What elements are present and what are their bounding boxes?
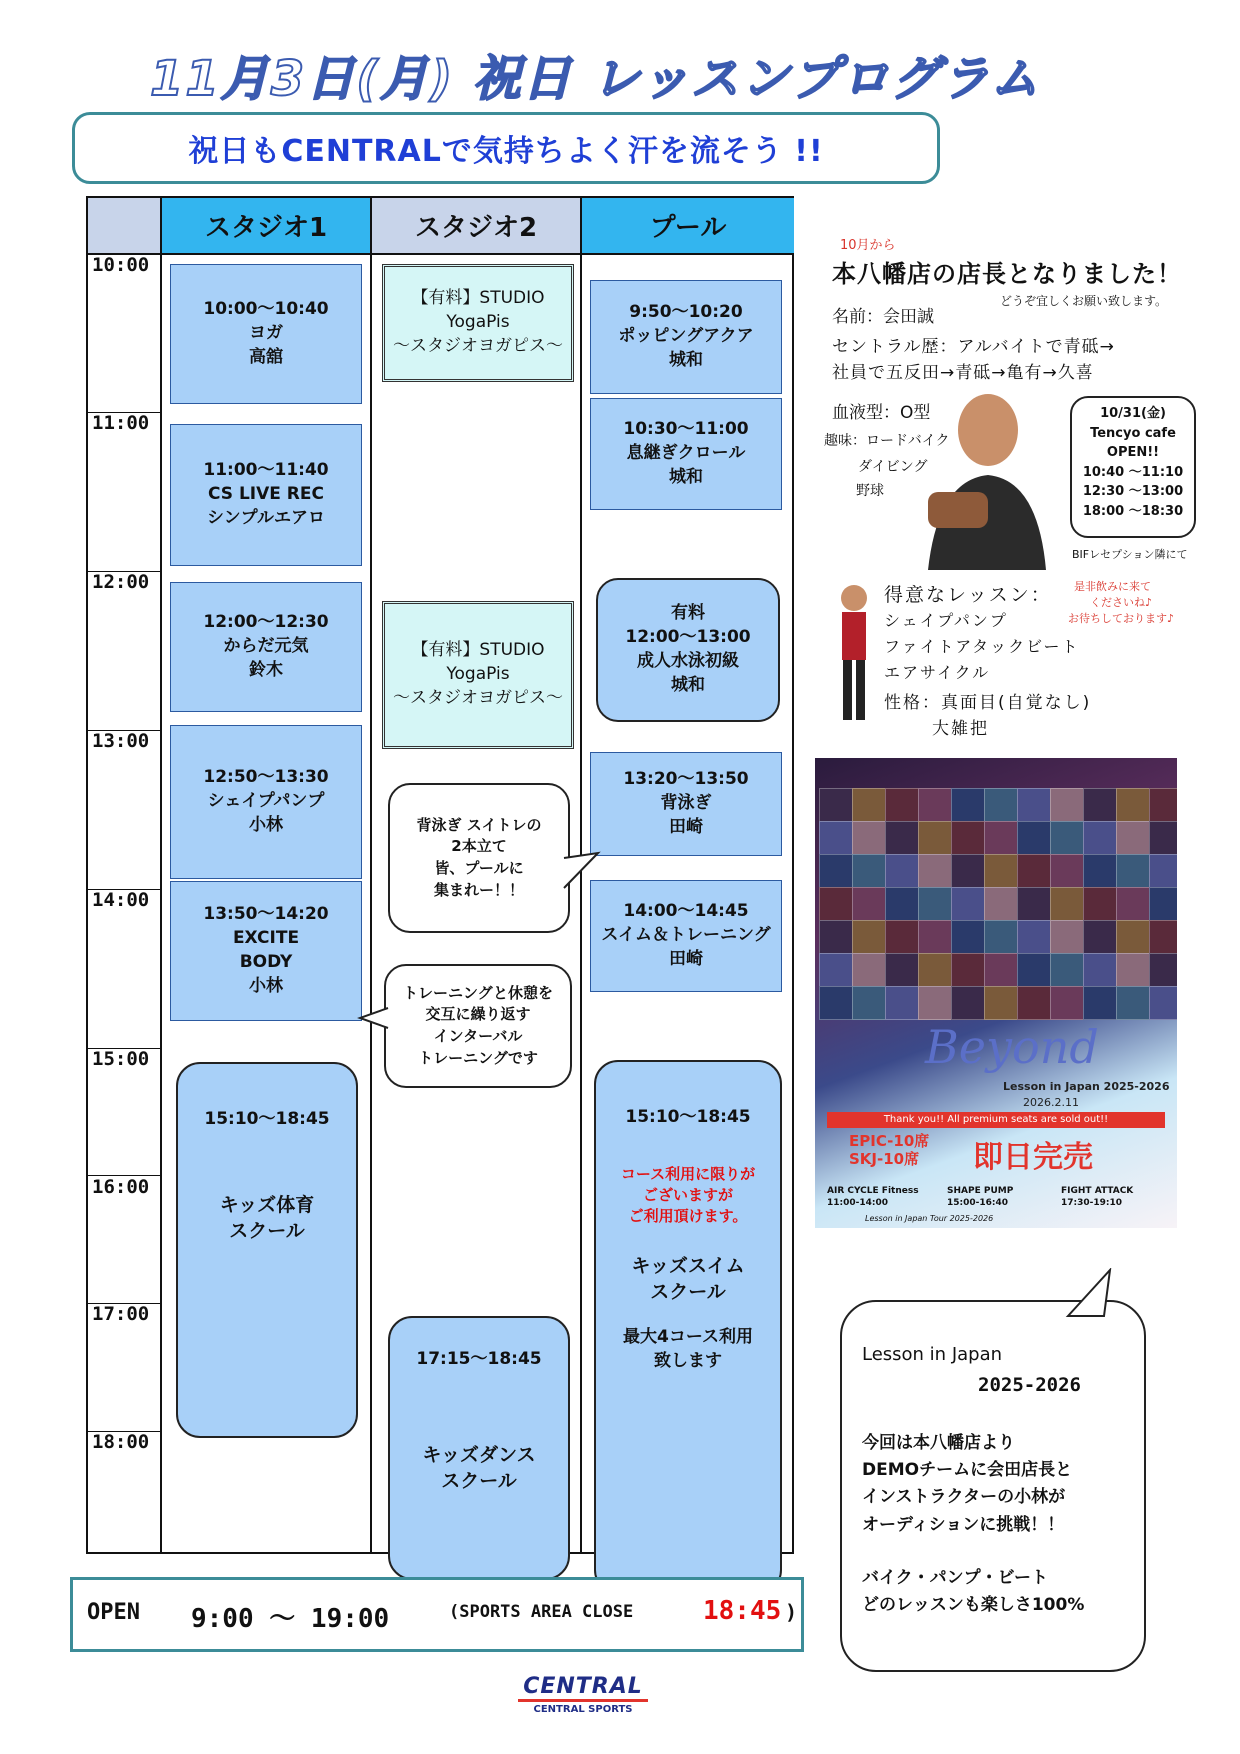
close-time: 18:45 xyxy=(703,1596,782,1626)
poster-tile xyxy=(951,788,985,822)
poster-tile xyxy=(1083,986,1117,1020)
poster-tile xyxy=(1149,953,1177,987)
lesson-name: CS LIVE REC xyxy=(208,484,324,505)
time-label: 13:00 xyxy=(92,730,150,752)
poster-tile xyxy=(1050,986,1084,1020)
close-suffix: ) xyxy=(785,1600,798,1624)
poster-epic: EPIC-10席 xyxy=(849,1132,930,1150)
poster-tile xyxy=(1116,887,1150,921)
poster-tile xyxy=(951,854,985,888)
manager-photo xyxy=(908,380,1048,570)
poster-tile xyxy=(1017,986,1051,1020)
slogan-banner xyxy=(72,112,940,184)
bubble-text: 交互に繰り返す xyxy=(425,1005,531,1024)
lesson-tag: 【有料】STUDIO xyxy=(411,288,545,309)
poster-tile xyxy=(819,920,853,954)
lesson-instructor: 小林 xyxy=(249,814,283,835)
lesson-time: 12:00～13:00 xyxy=(625,627,751,648)
poster-tile xyxy=(1116,788,1150,822)
lesson-name: ポッピングアクア xyxy=(618,326,754,347)
manager-headline: 本八幡店の店長となりました！ xyxy=(832,260,1182,288)
poster-tile xyxy=(1116,854,1150,888)
lesson-subtitle: スクール xyxy=(441,1470,517,1493)
poster-class: AIR CYCLE Fitness xyxy=(827,1186,919,1196)
poster-class-time: 15:00-16:40 xyxy=(947,1198,1009,1208)
cafe-time: 12:30 ～13:00 xyxy=(1082,484,1184,499)
header-studio1: スタジオ1 xyxy=(162,198,370,255)
spacer xyxy=(862,1539,1084,1565)
poster-tile xyxy=(1083,920,1117,954)
lesson-card[interactable] xyxy=(170,582,362,712)
open-hours: 9:00 ～ 19:00 xyxy=(191,1604,390,1634)
lesson-name: キッズ体育 xyxy=(219,1193,315,1216)
schedule-grid xyxy=(86,196,794,1554)
lesson-instructor: 田崎 xyxy=(669,948,703,969)
poster-tile xyxy=(1116,953,1150,987)
lesson-subtitle: BODY xyxy=(239,952,293,972)
lesson-card[interactable] xyxy=(388,1316,570,1580)
poster-tile xyxy=(951,953,985,987)
header-corner xyxy=(88,198,162,255)
manager-history: セントラル歴：アルバイトで青砥→ xyxy=(832,337,1115,357)
lesson-card[interactable] xyxy=(170,881,362,1021)
personality: 大雑把 xyxy=(932,719,989,739)
lij-body xyxy=(862,1430,1084,1619)
poster-class-time: 17:30-19:10 xyxy=(1061,1198,1123,1208)
lesson-card[interactable] xyxy=(170,424,362,566)
lesson-time: 10:30～11:00 xyxy=(623,419,749,440)
poster-tile xyxy=(918,887,952,921)
poster-tile xyxy=(819,854,853,888)
manager-greeting: どうぞ宜しくお願い致します。 xyxy=(1000,294,1168,308)
lesson-subtitle: スクール xyxy=(650,1281,726,1304)
poster-soldout: 即日完売 xyxy=(973,1140,1093,1175)
lesson-time: 13:20～13:50 xyxy=(623,769,749,790)
lesson-time: 15:10～18:45 xyxy=(625,1107,751,1127)
speech-bubble xyxy=(384,964,572,1088)
time-label: 15:00 xyxy=(92,1048,150,1070)
lesson-name: キッズダンス xyxy=(422,1443,536,1466)
bubble-text: 2本立て xyxy=(451,837,507,856)
speech-bubble xyxy=(388,783,570,933)
instructor-illustration xyxy=(826,576,882,726)
cafe-place: BIFレセプション隣にて xyxy=(1072,548,1188,561)
lesson-specialty: シェイプパンプ xyxy=(884,611,1008,630)
instructor-photo xyxy=(826,576,882,726)
lesson-time: 17:15～18:45 xyxy=(416,1349,542,1369)
logo-sub: CENTRAL SPORTS xyxy=(533,1704,633,1715)
time-label: 10:00 xyxy=(92,254,150,276)
poster-tile xyxy=(918,821,952,855)
slogan-text: 祝日もCENTRALで気持ちよく汗を流そう !! xyxy=(188,134,824,169)
poster-tile xyxy=(1149,821,1177,855)
poster-date: 2026.2.11 xyxy=(1023,1096,1079,1109)
lesson-note: ございますが xyxy=(642,1185,733,1204)
poster-tile xyxy=(1149,920,1177,954)
poster-tile xyxy=(1083,821,1117,855)
lesson-card[interactable] xyxy=(382,264,574,382)
poster-tile xyxy=(984,788,1018,822)
poster-tile xyxy=(984,821,1018,855)
lesson-name: YogaPis xyxy=(446,664,510,685)
poster-tile xyxy=(951,887,985,921)
lesson-specialty: エアサイクル xyxy=(884,663,991,682)
poster-tile xyxy=(1050,854,1084,888)
divider xyxy=(370,198,372,1552)
manager-since: 10月から xyxy=(840,238,896,253)
lij-line: バイク・パンプ・ビート xyxy=(862,1567,1048,1588)
poster-tile xyxy=(885,854,919,888)
lesson-time: 15:10～18:45 xyxy=(204,1109,330,1129)
poster-tile xyxy=(1149,887,1177,921)
lij-line: オーディションに挑戦！！ xyxy=(862,1514,1065,1535)
poster-tile xyxy=(819,821,853,855)
lij-years: 2025-2026 xyxy=(978,1374,1081,1396)
lesson-specialty: ファイトアタックビート xyxy=(884,637,1080,656)
poster-tile xyxy=(1116,986,1150,1020)
poster-tile xyxy=(984,854,1018,888)
manager-hobby: 野球 xyxy=(856,483,884,499)
manager-name: 名前：会田誠 xyxy=(832,307,934,327)
divider xyxy=(160,198,162,1552)
lij-line: どのレッスンも楽しさ100% xyxy=(862,1594,1085,1615)
poster-tile xyxy=(1083,788,1117,822)
poster-tile xyxy=(852,920,886,954)
time-label: 12:00 xyxy=(92,571,150,593)
lesson-card[interactable] xyxy=(170,725,362,879)
invite-text: 是非飲みに来て xyxy=(1074,580,1151,593)
bubble-text: インターバル xyxy=(433,1027,523,1045)
poster-tile xyxy=(984,953,1018,987)
personality: 性格：真面目(自覚なし) xyxy=(884,693,1092,713)
lesson-name: シェイプパンプ xyxy=(207,791,325,812)
lesson-card[interactable] xyxy=(590,752,782,856)
manager-photo-illustration xyxy=(908,380,1048,570)
lesson-card[interactable] xyxy=(176,1062,358,1438)
lesson-instructor: 田崎 xyxy=(669,816,703,837)
bubble-text: トレーニングと休憩を xyxy=(402,983,553,1002)
lesson-time: 10:00～10:40 xyxy=(203,299,329,320)
poster-tile xyxy=(1116,821,1150,855)
lesson-name: EXCITE xyxy=(232,928,300,949)
header-studio2: スタジオ2 xyxy=(372,198,580,255)
lesson-note: 最大4コース利用 xyxy=(623,1326,753,1347)
poster-class-time: 11:00-14:00 xyxy=(827,1198,889,1208)
poster-subtitle: Lesson in Japan 2025-2026 xyxy=(1003,1080,1170,1093)
open-label: OPEN xyxy=(87,1600,140,1625)
poster-tile xyxy=(1017,920,1051,954)
poster-class: FIGHT ATTACK xyxy=(1061,1186,1134,1196)
manager-hobby: 趣味：ロードバイク xyxy=(824,433,950,449)
lesson-instructor: 高舘 xyxy=(249,346,283,367)
poster-tile xyxy=(1083,887,1117,921)
lesson-instructor: 鈴木 xyxy=(249,659,283,680)
poster-footer: Lesson in Japan Tour 2025-2026 xyxy=(865,1214,994,1223)
bubble-text: 皆、プールに xyxy=(434,859,524,877)
cafe-bubble xyxy=(1070,396,1196,538)
lesson-name: 息継ぎクロール xyxy=(626,443,746,464)
lesson-name: 成人水泳初級 xyxy=(637,651,739,671)
manager-blood: 血液型：O型 xyxy=(832,403,931,423)
page-title: 11月3日(月) 祝日 レッスンプログラム xyxy=(150,51,1041,107)
lesson-name: スイム＆トレーニング xyxy=(601,925,771,946)
poster-tile xyxy=(885,986,919,1020)
time-label: 17:00 xyxy=(92,1303,150,1325)
poster-tile xyxy=(1083,953,1117,987)
lesson-tag: 【有料】STUDIO xyxy=(411,640,545,661)
poster-tile xyxy=(885,788,919,822)
lesson-time: 14:00～14:45 xyxy=(623,901,749,922)
time-label: 14:00 xyxy=(92,889,150,911)
lesson-card[interactable] xyxy=(590,880,782,992)
invite-text: お待ちしております♪ xyxy=(1068,612,1175,625)
header-pool: プール xyxy=(582,198,794,255)
poster-tile xyxy=(852,854,886,888)
cafe-time: 18:00 ～18:30 xyxy=(1082,503,1184,519)
invite-text: くださいね♪ xyxy=(1090,596,1153,609)
bubble-text: トレーニングです xyxy=(418,1048,538,1067)
poster-tile xyxy=(918,920,952,954)
lesson-time: 12:00～12:30 xyxy=(203,612,329,633)
beyond-poster xyxy=(815,758,1177,1228)
cafe-name: Tencyo cafe xyxy=(1090,425,1176,441)
poster-tile xyxy=(819,788,853,822)
poster-soldout-banner: Thank you!! All premium seats are sold out!! xyxy=(827,1112,1165,1128)
poster-tile xyxy=(1017,953,1051,987)
poster-tile xyxy=(984,986,1018,1020)
cafe-open: OPEN!! xyxy=(1106,445,1160,460)
poster-tile xyxy=(1017,788,1051,822)
close-prefix: (SPORTS AREA CLOSE xyxy=(449,1602,634,1622)
poster-tile xyxy=(819,953,853,987)
poster-tile xyxy=(951,821,985,855)
poster-tile xyxy=(1050,953,1084,987)
time-label: 16:00 xyxy=(92,1176,150,1198)
poster-tile xyxy=(918,788,952,822)
lesson-time: 13:50～14:20 xyxy=(203,904,329,925)
time-label: 11:00 xyxy=(92,412,150,434)
poster-tile xyxy=(852,887,886,921)
bubble-tail xyxy=(1060,1268,1140,1318)
poster-tile xyxy=(885,821,919,855)
poster-tile xyxy=(1149,854,1177,888)
poster-class: SHAPE PUMP xyxy=(947,1186,1014,1196)
poster-tile xyxy=(918,986,952,1020)
manager-history: 社員で五反田→青砥→亀有→久喜 xyxy=(832,363,1094,383)
lesson-card[interactable] xyxy=(382,601,574,749)
poster-tile xyxy=(951,986,985,1020)
central-logo xyxy=(518,1674,648,1720)
time-label: 18:00 xyxy=(92,1431,150,1453)
poster-tile xyxy=(1149,986,1177,1020)
lesson-subtitle: ～スタジオヨガピス～ xyxy=(393,687,563,708)
lessons-title: 得意なレッスン： xyxy=(884,584,1052,606)
lij-line: 今回は本八幡店より xyxy=(862,1433,1015,1453)
bubble-text: 背泳ぎ スイトレの xyxy=(416,815,542,834)
poster-tile xyxy=(1050,788,1084,822)
lesson-instructor: 城和 xyxy=(669,466,703,487)
poster-skj: SKJ-10席 xyxy=(849,1150,920,1168)
lesson-note: コース利用に限りが xyxy=(620,1164,756,1183)
lesson-tag: 有料 xyxy=(671,603,705,624)
lij-line: インストラクターの小林が xyxy=(862,1487,1066,1508)
poster-tile xyxy=(1116,920,1150,954)
lesson-card[interactable] xyxy=(594,1060,782,1594)
poster-tile xyxy=(852,953,886,987)
lesson-subtitle: スクール xyxy=(229,1220,305,1243)
lesson-note: 致します xyxy=(654,1350,722,1371)
lesson-instructor: 城和 xyxy=(669,349,703,370)
open-hours-bar xyxy=(70,1577,804,1652)
manager-hobby: ダイビング xyxy=(858,459,928,475)
poster-tile xyxy=(1050,821,1084,855)
lesson-time: 11:00～11:40 xyxy=(203,460,329,481)
lesson-card[interactable] xyxy=(590,398,782,510)
lesson-subtitle: ～スタジオヨガピス～ xyxy=(393,335,563,356)
poster-tile xyxy=(819,887,853,921)
lij-line: DEMOチームに会田店長と xyxy=(862,1460,1073,1481)
divider xyxy=(580,198,582,1552)
lij-title: Lesson in Japan xyxy=(862,1344,1003,1365)
lesson-time: 12:50～13:30 xyxy=(203,767,329,788)
poster-tile xyxy=(984,920,1018,954)
lesson-instructor: 城和 xyxy=(671,674,705,695)
bubble-text: 集まれー！！ xyxy=(433,880,524,899)
poster-tile xyxy=(951,920,985,954)
lesson-name: YogaPis xyxy=(446,312,510,333)
poster-tile xyxy=(1017,854,1051,888)
lesson-name: からだ元気 xyxy=(223,636,309,657)
poster-tile xyxy=(918,854,952,888)
poster-tile xyxy=(1017,887,1051,921)
poster-tile xyxy=(885,953,919,987)
poster-tile xyxy=(1050,887,1084,921)
lesson-card[interactable] xyxy=(170,264,362,404)
poster-tile xyxy=(885,887,919,921)
lesson-name: キッズスイム xyxy=(631,1254,745,1277)
poster-tile xyxy=(918,953,952,987)
poster-tile xyxy=(1149,788,1177,822)
poster-tile xyxy=(984,887,1018,921)
lesson-name: 背泳ぎ xyxy=(660,793,712,814)
poster-tile xyxy=(1050,920,1084,954)
logo-main: CENTRAL xyxy=(518,1674,648,1702)
poster-tile xyxy=(1017,821,1051,855)
lesson-instructor: 小林 xyxy=(249,975,283,996)
poster-tile xyxy=(1083,854,1117,888)
lesson-time: 9:50～10:20 xyxy=(629,302,743,323)
poster-tile xyxy=(852,986,886,1020)
poster-tile xyxy=(819,986,853,1020)
cafe-date: 10/31(金) xyxy=(1100,406,1166,421)
lesson-subtitle: シンプルエアロ xyxy=(207,507,325,528)
cafe-time: 10:40 ～11:10 xyxy=(1082,464,1184,480)
lesson-in-japan-bubble xyxy=(840,1300,1146,1672)
poster-tile xyxy=(885,920,919,954)
poster-title: Beyond xyxy=(925,1020,1099,1074)
poster-tile xyxy=(852,788,886,822)
lesson-name: ヨガ xyxy=(249,323,283,344)
lesson-note: ご利用頂けます。 xyxy=(628,1206,748,1225)
lesson-card[interactable] xyxy=(590,280,782,394)
lesson-card[interactable] xyxy=(596,578,780,722)
poster-tile xyxy=(852,821,886,855)
